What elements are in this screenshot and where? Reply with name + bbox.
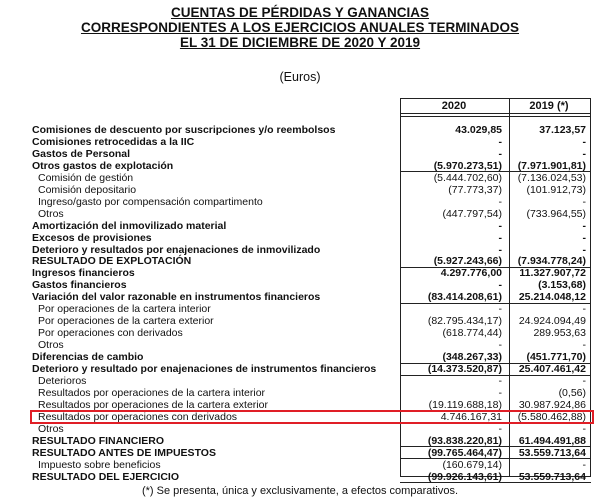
value-2020: (5.927.243,66) [433, 255, 502, 268]
value-2020: - [498, 374, 502, 387]
row-label: RESULTADO DEL EJERCICIO [32, 470, 180, 483]
value-2020: - [498, 422, 502, 435]
table-row [28, 267, 592, 279]
header-separator [400, 113, 591, 114]
row-label: Deterioros [38, 374, 87, 387]
value-2019: - [582, 303, 586, 316]
value-2020: (19.119.688,18) [428, 398, 502, 411]
table-row [28, 375, 592, 387]
value-2019: 11.327.907,72 [519, 267, 586, 280]
value-2020: 43.029,85 [455, 124, 502, 136]
table-row [28, 136, 592, 148]
row-label: Por operaciones con derivados [38, 327, 183, 340]
table-row [28, 148, 592, 160]
value-2019: - [582, 231, 586, 244]
value-2020: (5.444.702,60) [433, 171, 502, 184]
row-label: Deterioro y resultados por enajenaciones de inmovilizado [32, 243, 321, 256]
table-row [28, 160, 592, 172]
row-label: Excesos de provisiones [32, 231, 152, 244]
income-statement-table [28, 98, 592, 483]
row-label: Resultados por operaciones de la cartera exterior [38, 398, 268, 411]
table-row [28, 447, 592, 459]
value-2020: (618.774,44) [442, 327, 502, 340]
row-label: RESULTADO FINANCIERO [32, 434, 165, 447]
row-label: Resultados por operaciones de la cartera interior [38, 386, 266, 399]
value-2019: - [582, 219, 586, 232]
table-row [28, 124, 592, 136]
row-separator [400, 171, 591, 172]
table-row [28, 423, 592, 435]
value-2019: 61.494.491,88 [518, 434, 586, 447]
row-label: Gastos de Personal [32, 147, 131, 160]
value-2020: (160.679,14) [442, 458, 502, 471]
value-2020: (99.765.464,47) [427, 446, 502, 459]
value-2019: (101.912,73) [526, 183, 586, 196]
row-separator [400, 482, 591, 483]
table-row [28, 220, 592, 232]
table-row [28, 387, 592, 399]
row-label: Gastos financieros [32, 279, 127, 292]
value-2020: (99.926.143,61) [427, 470, 502, 483]
row-label: Ingreso/gasto por compensación compartimento [38, 195, 263, 208]
table-row [28, 363, 592, 375]
value-2019: 25.214.048,12 [518, 291, 586, 304]
table-row [28, 255, 592, 267]
value-2019: - [582, 195, 586, 208]
table-row [28, 315, 592, 327]
value-2020: (348.267,33) [442, 351, 502, 363]
value-2019: (7.934.778,24) [517, 255, 586, 268]
row-label: Por operaciones de la cartera exterior [38, 315, 214, 328]
table-row [28, 327, 592, 339]
table-row [28, 435, 592, 447]
value-2019: - [582, 339, 586, 352]
row-label: Resultados por operaciones con derivados [38, 410, 238, 423]
value-2020: (447.797,54) [442, 207, 502, 220]
table-row [28, 184, 592, 196]
row-separator [400, 458, 591, 459]
row-label: Deterioro y resultado por enajenaciones de instrumentos financieros [32, 363, 377, 375]
row-label: Otros [38, 339, 64, 352]
value-2020: (82.795.434,17) [427, 315, 502, 328]
row-separator [400, 363, 591, 364]
value-2019: - [582, 147, 586, 160]
value-2020: (14.373.520,87) [427, 363, 502, 375]
row-label: Comisiones retrocedidas a la IIC [32, 136, 195, 148]
value-2019: - [582, 458, 586, 471]
row-separator [400, 303, 591, 304]
value-2020: - [498, 279, 502, 292]
value-2020: - [498, 231, 502, 244]
value-2019: (0,56) [558, 386, 586, 399]
value-2020: - [498, 195, 502, 208]
value-2019: (733.964,55) [526, 207, 586, 220]
table-row [28, 196, 592, 208]
value-2020: - [498, 219, 502, 232]
row-label: Comisión de gestión [38, 171, 134, 184]
row-label: Amortización del inmovilizado material [32, 219, 227, 232]
value-2019: (5.580.462,88) [517, 410, 586, 423]
value-2020: (77.773,37) [448, 183, 502, 196]
row-label: Otros [38, 422, 64, 435]
highlighted-row-box [30, 410, 594, 424]
table-row [28, 351, 592, 363]
value-2019: - [582, 422, 586, 435]
value-2019: (7.136.024,53) [517, 171, 586, 184]
header-separator-double [400, 116, 591, 117]
value-2020: (93.838.220,81) [427, 434, 502, 447]
column-header-2020: 2020 [441, 100, 467, 112]
value-2019: - [582, 136, 586, 148]
footnote: (*) Se presenta, única y exclusivamente, a efectos comparativos. [141, 485, 459, 497]
row-label: Impuesto sobre beneficios [38, 458, 161, 471]
value-2019: 25.407.461,42 [518, 363, 586, 375]
statement-title-line1: CUENTAS DE PÉRDIDAS Y GANANCIAS [170, 5, 430, 20]
row-label: Por operaciones de la cartera interior [38, 303, 211, 316]
value-2020: - [498, 303, 502, 316]
row-label: Comisiones de descuento por suscripciones y/o reembolsos [32, 124, 336, 136]
value-2020: 4.297.776,00 [440, 267, 502, 280]
value-2020: - [498, 386, 502, 399]
table-row [28, 471, 592, 483]
table-row [28, 303, 592, 315]
row-separator [400, 267, 591, 268]
row-label: Diferencias de cambio [32, 351, 144, 363]
row-label: Comisión depositario [38, 183, 137, 196]
value-2019: (3.153,68) [538, 279, 586, 292]
column-header-2019: 2019 (*) [529, 100, 569, 112]
value-2019: 289.953,63 [533, 327, 586, 340]
row-separator [400, 375, 591, 376]
value-2019: - [582, 243, 586, 256]
table-row [28, 172, 592, 184]
table-row [28, 279, 592, 291]
value-2019: 53.559.713,64 [518, 470, 586, 483]
currency-units: (Euros) [279, 70, 321, 84]
row-label: Ingresos financieros [32, 267, 135, 280]
value-2019: (7.971.901,81) [517, 159, 586, 172]
statement-title-line2: CORRESPONDIENTES A LOS EJERCICIOS ANUALES TERMINADOS [80, 20, 520, 35]
table-row [28, 291, 592, 303]
table-row [28, 459, 592, 471]
table-row [28, 339, 592, 351]
table-row [28, 208, 592, 220]
statement-title-line3: EL 31 DE DICIEMBRE DE 2020 Y 2019 [179, 35, 421, 50]
value-2019: 30.987.924,86 [518, 398, 586, 411]
value-2019: 24.924.094,49 [518, 315, 586, 328]
row-label: Variación del valor razonable en instrumentos financieros [32, 291, 321, 304]
row-separator [400, 446, 591, 447]
value-2019: - [582, 374, 586, 387]
table-row [28, 232, 592, 244]
value-2020: 4.746.167,31 [440, 410, 502, 423]
value-2020: - [498, 136, 502, 148]
row-label: Otros gastos de explotación [32, 159, 174, 172]
table-row [28, 244, 592, 256]
row-label: RESULTADO ANTES DE IMPUESTOS [32, 446, 216, 459]
value-2020: - [498, 339, 502, 352]
value-2019: 37.123,57 [539, 124, 586, 136]
value-2019: 53.559.713,64 [518, 446, 586, 459]
value-2020: - [498, 147, 502, 160]
row-label: RESULTADO DE EXPLOTACIÓN [32, 255, 192, 268]
row-label: Otros [38, 207, 64, 220]
value-2020: (83.414.208,61) [427, 291, 502, 304]
value-2020: (5.970.273,51) [433, 159, 502, 172]
value-2019: (451.771,70) [526, 351, 586, 363]
value-2020: - [498, 243, 502, 256]
